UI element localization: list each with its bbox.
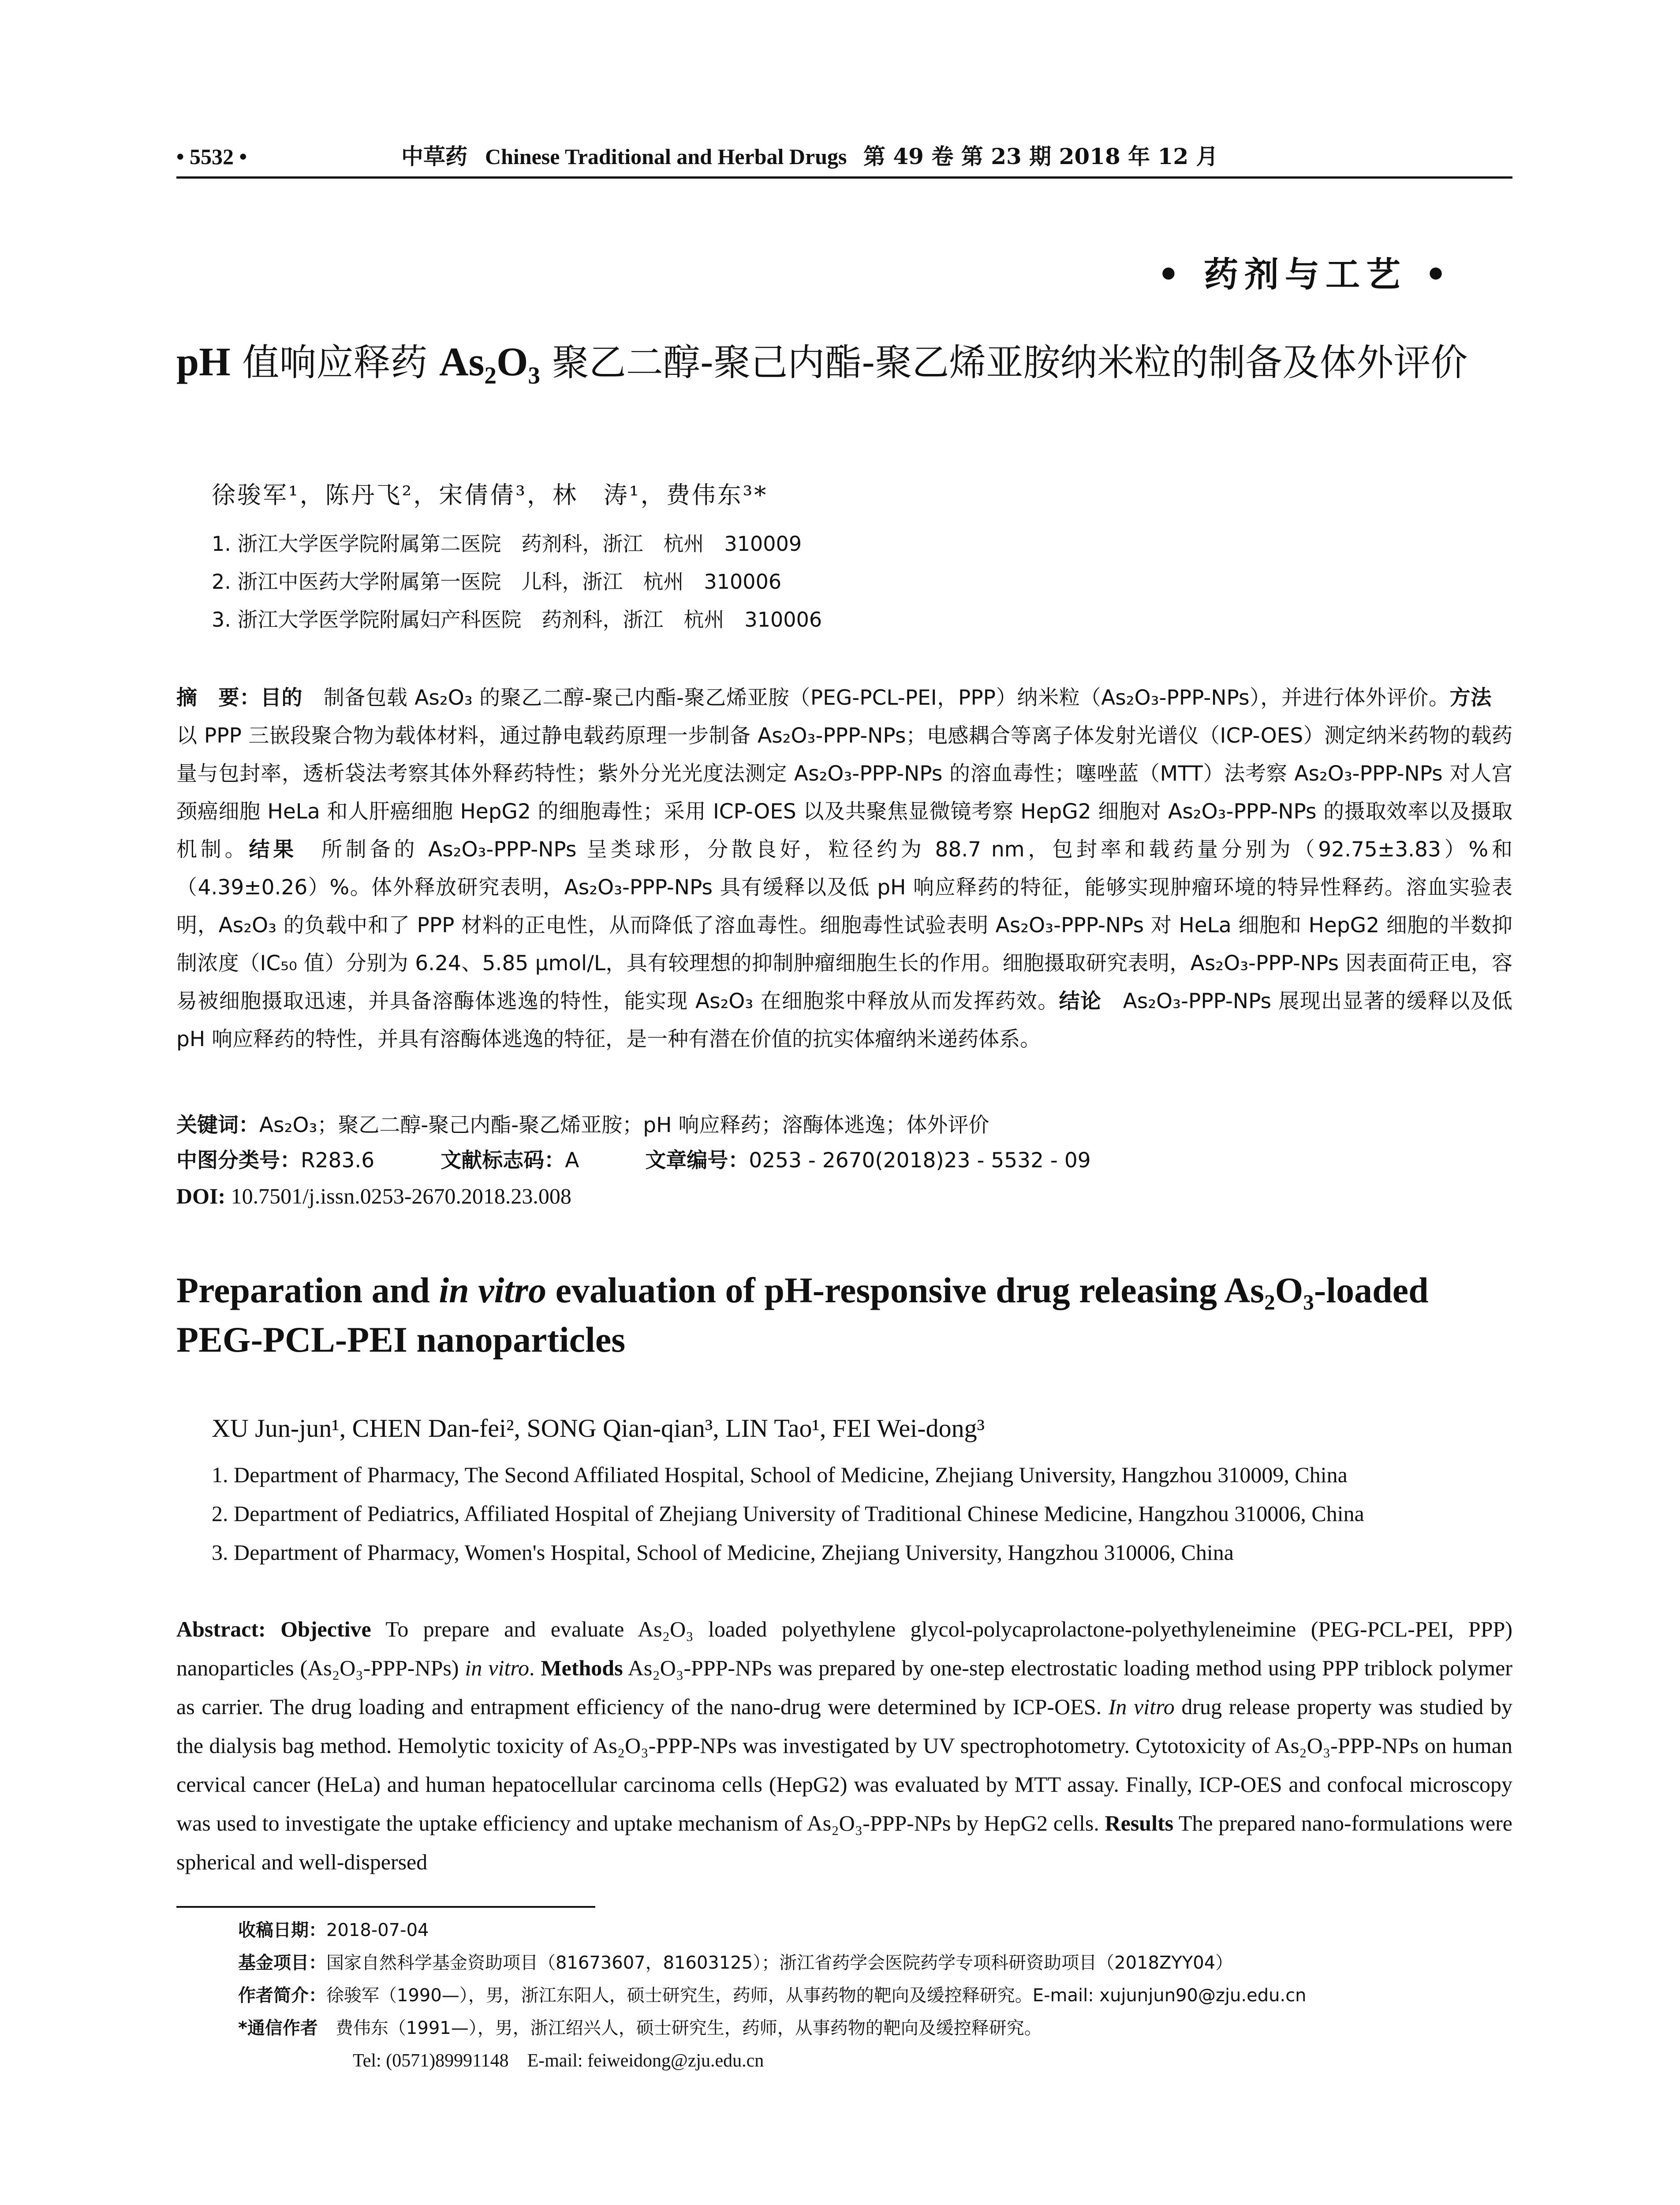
running-header — [176, 139, 1512, 174]
affiliations-en — [212, 1455, 1534, 1572]
methods-en-a: As₂O₃-PPP-NPs was prepared by one-step electrostatic loading method using PPP triblock polymer as carrier. The drug loading and entrapment efficiency of the nano-drug were determined by ICP-OES. — [176, 1656, 1512, 1719]
received-label: 收稿日期： — [238, 1920, 326, 1940]
doi-value[interactable]: 10.7501/j.issn.0253-2670.2018.23.008 — [225, 1184, 571, 1208]
fund-value: 国家自然科学基金资助项目（81673607，81603125）；浙江省药学会医院药学专项科研资助项目（2018ZYY04） — [326, 1953, 1233, 1973]
title-cn-before: 值响应释药 — [230, 341, 440, 384]
affiliation-cn-3: 3. 浙江大学医学院附属妇产科医院 药剂科，浙江 杭州 310006 — [212, 608, 822, 632]
doi — [176, 1178, 1512, 1214]
authors-cn: 徐骏军¹，陈丹飞²，宋倩倩³，林 涛¹，费伟东³* — [212, 481, 768, 509]
header-rule — [176, 176, 1512, 179]
issue-info: 第 49 卷 第 23 期 2018 年 12 月 — [863, 143, 1218, 169]
objective-cn: 制备包载 As₂O₃ 的聚乙二醇-聚己内酯-聚乙烯亚胺（PEG-PCL-PEI，PPP）纳米粒（As₂O₃-PPP-NPs），并进行体外评价。 — [302, 686, 1450, 710]
title-en-part1: Preparation and — [176, 1270, 439, 1310]
results-en-label: Results — [1105, 1811, 1174, 1835]
bio-value: 徐骏军（1990—），男，浙江东阳人，硕士研究生，药师，从事药物的靶向及缓控释研究。E-mail: xujunjun90@zju.edu.cn — [326, 1985, 1307, 2006]
classification-row — [176, 1143, 1512, 1178]
doc-code-label: 文献标志码： — [441, 1148, 565, 1173]
methods-cn: 以 PPP 三嵌段聚合物为载体材料，通过静电载药原理一步制备 As₂O₃-PPP-NPs；电感耦合等离子体发射光谱仪（ICP-OES）测定纳米药物的载药量与包封率，透析袋法考察其体外释药特性；紫外分光光度法测定 As₂O₃-PPP-NPs 的溶血毒性；噻唑蓝（MTT）法考察 As₂O₃-PPP-NPs 对人宫颈癌细胞 HeLa 和人肝癌细胞 HepG2 的细胞毒性；采用 ICP-OES 以及共聚焦显微镜考察 HepG2 细胞对 As₂O₃-PPP-NPs 的摄取效率以及摄取机制。 — [176, 686, 1513, 862]
keywords-cn — [176, 1108, 1512, 1143]
footnote-rule — [176, 1906, 595, 1908]
abstract-en-label: Abstract: — [176, 1617, 266, 1641]
results-en: The prepared nano-formulations were spherical and well-dispersed — [176, 1811, 1512, 1874]
affiliation-cn-1: 1. 浙江大学医学院附属第二医院 药剂科，浙江 杭州 310009 — [212, 532, 802, 556]
author-bio — [238, 1979, 1517, 2012]
corr-value: 费伟东（1991—），男，浙江绍兴人，硕士研究生，药师，从事药物的靶向及缓控释研究。 — [317, 2018, 1042, 2038]
abstract-en — [176, 1610, 1512, 1881]
corresponding-contact: Tel: (0571)89991148 E-mail: feiweidong@zju.edu.cn — [353, 2051, 764, 2071]
results-cn-label: 结果 — [249, 837, 298, 862]
objective-en-italic: in vitro — [465, 1656, 529, 1680]
article-number-label: 文章编号： — [645, 1148, 749, 1173]
results-cn: 所制备的 As₂O₃-PPP-NPs 呈类球形，分散良好，粒径约为 88.7 nm，包封率和载药量分别为（92.75±3.83）%和（4.39±0.26）%。体外释放研究表明，As₂O₃-PPP-NPs 具有缓释以及低 pH 响应释药的特征，能够实现肿瘤环境的特异性释药。溶血实验表明，As₂O₃ 的负载中和了 PPP 材料的正电性，从而降低了溶血毒性。细胞毒性试验表明 As₂O₃-PPP-NPs 对 HeLa 细胞和 HepG2 细胞的半数抑制浓度（IC₅₀ 值）分别为 6.24、5.85 μmol/L，具有较理想的抑制肿瘤细胞生长的作用。细胞摄取研究表明，As₂O₃-PPP-NPs 因表面荷正电，容易被细胞摄取迅速，并具备溶酶体逃逸的特性，能实现 As₂O₃ 在细胞浆中释放从而发挥药效。 — [176, 837, 1513, 1013]
bio-label: 作者简介： — [238, 1985, 326, 2006]
methods-en-label: Methods — [541, 1656, 623, 1680]
methods-en-italic: In vitro — [1108, 1694, 1175, 1719]
corresponding-author — [238, 2012, 1517, 2044]
title-en-part2: evaluation of pH-responsive drug releasing As₂O₃-loaded PEG-PCL-PEI nanoparticles — [176, 1270, 1429, 1360]
keywords-cn-label: 关键词： — [176, 1113, 259, 1137]
clc-label: 中图分类号： — [176, 1148, 301, 1173]
metadata-cn — [176, 1108, 1512, 1214]
objective-en-a: To prepare and evaluate As₂O₃ loaded polyethylene glycol-polycaprolactone-polyethyleneimine (PEG-PCL-PEI, PPP) nanoparticles (As₂O₃-PPP-NPs) — [176, 1617, 1513, 1680]
doc-code-value: A — [565, 1148, 579, 1173]
objective-en-b: . — [529, 1656, 541, 1680]
abstract-cn — [176, 679, 1512, 1058]
title-cn-formula: As₂O₃ — [439, 339, 541, 384]
clc-value: R283.6 — [301, 1148, 375, 1173]
title-cn-after: 聚乙二醇-聚己内酯-聚乙烯亚胺纳米粒的制备及体外评价 — [540, 341, 1468, 384]
conclusion-cn-label: 结论 — [1059, 989, 1102, 1013]
affiliation-en-3: 3. Department of Pharmacy, Women's Hospital, School of Medicine, Zhejiang University, Hangzhou 310006, China — [212, 1540, 1234, 1565]
corr-label: *通信作者 — [238, 2018, 318, 2038]
funding — [238, 1947, 1517, 1979]
title-cn-ph: pH — [176, 339, 231, 384]
title-en-italic: in vitro — [439, 1270, 547, 1310]
received-date — [238, 1914, 1517, 1947]
page-number: • 5532 • — [176, 144, 247, 169]
methods-cn-label: 方法 — [1449, 686, 1492, 710]
affiliation-en-2: 2. Department of Pediatrics, Affiliated Hospital of Zhejiang University of Traditional Chinese Medicine, Hangzhou 310006, China — [212, 1501, 1364, 1526]
methods-en-b: drug release property was studied by the dialysis bag method. Hemolytic toxicity of As₂O₃-PPP-NPs was investigated by UV spectrophotometry. Cytotoxicity of As₂O₃-PPP-NPs on human cervical cancer (HeLa) and human hepatocellular carcinoma cells (HepG2) was evaluated by MTT assay. Finally, ICP-OES and confocal microscopy was used to investigate the uptake efficiency and uptake mechanism of As₂O₃-PPP-NPs by HepG2 cells. — [176, 1694, 1512, 1835]
received-value: 2018-07-04 — [326, 1920, 429, 1940]
article-number-value: 0253 - 2670(2018)23 - 5532 - 09 — [749, 1148, 1091, 1173]
conclusion-cn: As₂O₃-PPP-NPs 展现出显著的缓释以及低 pH 响应释药的特性，并具有溶酶体逃逸的特征，是一种有潜在价值的抗实体瘤纳米递药体系。 — [176, 989, 1512, 1051]
journal-title — [401, 139, 1218, 174]
fund-label: 基金项目： — [238, 1953, 326, 1973]
title-en — [176, 1266, 1512, 1364]
affiliation-en-1: 1. Department of Pharmacy, The Second Affiliated Hospital, School of Medicine, Zhejiang University, Hangzhou 310009, China — [212, 1462, 1348, 1487]
footnotes — [238, 1914, 1517, 2077]
journal-name-cn: 中草药 — [401, 143, 467, 169]
keywords-cn-text: As₂O₃；聚乙二醇-聚己内酯-聚乙烯亚胺；pH 响应释药；溶酶体逃逸；体外评价 — [259, 1113, 989, 1137]
journal-name-en: Chinese Traditional and Herbal Drugs — [485, 144, 847, 169]
abstract-cn-label: 摘 要： — [176, 686, 261, 710]
objective-en-label: Objective — [265, 1617, 371, 1641]
title-cn — [176, 335, 1512, 389]
affiliations-cn — [212, 525, 1490, 639]
section-label: • 药剂与工艺 • — [1157, 254, 1453, 295]
objective-cn-label: 目的 — [260, 686, 303, 710]
authors-en: XU Jun-jun¹, CHEN Dan-fei², SONG Qian-qian³, LIN Tao¹, FEI Wei-dong³ — [212, 1414, 985, 1443]
affiliation-cn-2: 2. 浙江中医药大学附属第一医院 儿科，浙江 杭州 310006 — [212, 570, 782, 594]
doi-label: DOI: — [176, 1184, 226, 1208]
